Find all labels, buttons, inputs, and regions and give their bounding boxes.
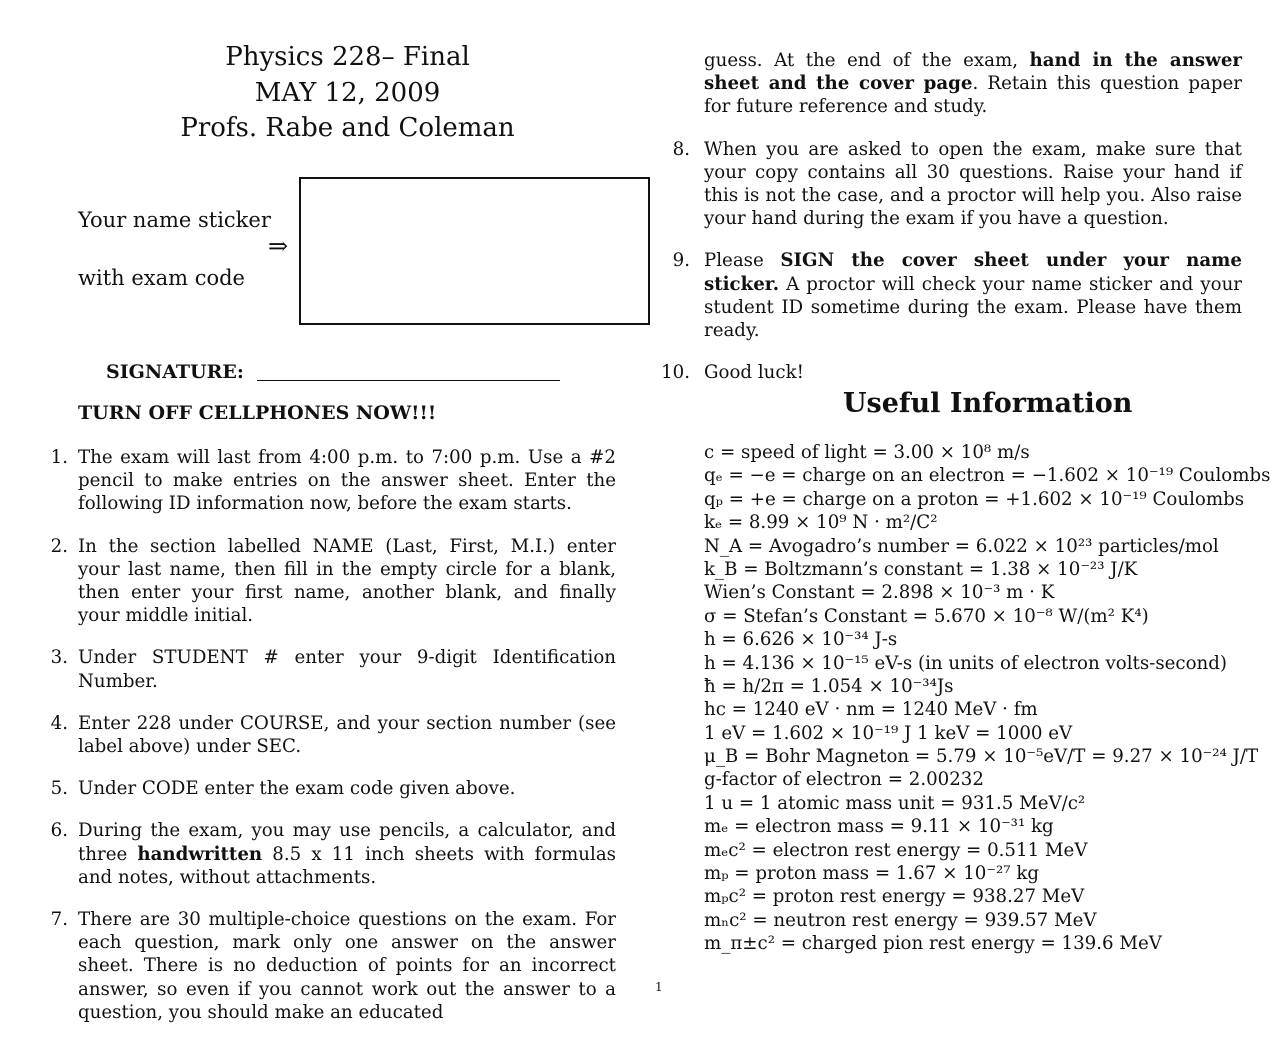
constant-row: σ = Stefan’s Constant = 5.670 × 10⁻⁸ W/(m² K⁴) [704, 605, 1149, 627]
constant-row: mₑ = electron mass = 9.11 × 10⁻³¹ kg [704, 816, 1054, 838]
instruction-item [654, 249, 1242, 342]
constant-row: mₙc² = neutron rest energy = 939.57 MeV [704, 909, 1097, 931]
constant-row: 1 eV = 1.602 × 10⁻¹⁹ J 1 keV = 1000 eV [704, 722, 1073, 744]
sticker-label-line2: with exam code [78, 266, 245, 290]
constant-row: k_B = Boltzmann’s constant = 1.38 × 10⁻²³ J/K [704, 558, 1138, 580]
constant-row: m_π±c² = charged pion rest energy = 139.6 MeV [704, 933, 1162, 955]
constants-list [704, 441, 1271, 956]
sticker-label-line1: Your name sticker [78, 208, 271, 232]
page-number: 1 [655, 980, 663, 994]
instruction-item [654, 361, 1242, 384]
instruction-item [36, 777, 616, 800]
instruction-item [36, 908, 616, 1024]
instruction-item [36, 819, 616, 889]
constant-row: qₑ = −e = charge on an electron = −1.602 × 10⁻¹⁹ Coulombs [704, 465, 1271, 487]
instructions-list-continued [654, 49, 1242, 403]
instruction-emphasis: SIGN the cover sheet under your name sticker. [704, 250, 1242, 295]
instruction-emphasis: hand in the answer sheet and the cover page [704, 50, 1242, 95]
instruction-text: Under STUDENT # enter your 9-digit Identification Number. [78, 647, 616, 692]
signature-line [257, 380, 560, 381]
constant-row: mₚc² = proton rest energy = 938.27 MeV [704, 886, 1085, 908]
instructions-list [36, 446, 616, 1043]
constant-row: μ_B = Bohr Magneton = 5.79 × 10⁻⁵eV/T = 9.27 × 10⁻²⁴ J/T [704, 746, 1259, 768]
constant-row: mₑc² = electron rest energy = 0.511 MeV [704, 839, 1088, 861]
instruction-text: In the section labelled NAME (Last, First, M.I.) enter your last name, then fill in the empty circle for a blank, then enter your first name, another blank, and finally your middle initial. [78, 535, 616, 627]
exam-title: Physics 228– Final [225, 42, 470, 72]
instruction-number: 5. [50, 778, 68, 800]
instruction-item [36, 646, 616, 692]
constant-row: N_A = Avogadro’s number = 6.022 × 10²³ particles/mol [704, 535, 1219, 557]
constant-row: kₑ = 8.99 × 10⁹ N · m²/C² [704, 512, 938, 534]
right-arrow-icon: ⇒ [268, 232, 289, 260]
constant-row: g-factor of electron = 2.00232 [704, 769, 984, 791]
instruction-emphasis: handwritten [137, 843, 263, 865]
exam-title-block [170, 40, 525, 147]
instruction-item [36, 712, 616, 758]
exam-date: MAY 12, 2009 [254, 77, 441, 108]
instruction-number: 9. [672, 250, 690, 272]
signature-label: SIGNATURE: [106, 361, 244, 383]
constant-row: Wien’s Constant = 2.898 × 10⁻³ m · K [704, 582, 1055, 604]
instruction-text: Please SIGN the cover sheet under your name sticker. A proctor will check your name sticker and your student ID sometime during the exam. Please have them ready. [704, 250, 1242, 342]
instruction-number: 4. [50, 712, 68, 734]
constant-row: qₚ = +e = charge on a proton = +1.602 × 10⁻¹⁹ Coulombs [704, 488, 1245, 510]
instruction-item [654, 138, 1242, 231]
instruction-item [36, 446, 616, 516]
instruction-text: Under CODE enter the exam code given above. [78, 778, 516, 800]
instruction-number: 8. [672, 138, 690, 160]
instruction-number: 10. [661, 362, 690, 384]
instruction-item [36, 535, 616, 628]
name-sticker-box [299, 177, 650, 325]
constant-row: c = speed of light = 3.00 × 10⁸ m/s [704, 442, 1030, 463]
instruction-text: The exam will last from 4:00 p.m. to 7:00 p.m. Use a #2 pencil to make entries on the answer sheet. Enter the following ID information now, before the exam starts. [78, 447, 616, 515]
constant-row: ħ = h/2π = 1.054 × 10⁻³⁴Js [704, 675, 954, 697]
instruction-text: Good luck! [704, 362, 804, 384]
cellphone-warning: TURN OFF CELLPHONES NOW!!! [78, 402, 437, 424]
instruction-continuation: guess. At the end of the exam, hand in the answer sheet and the cover page. Retain this question paper for future reference and study. [704, 50, 1242, 118]
useful-information-heading: Useful Information [843, 388, 1133, 419]
instruction-text: When you are asked to open the exam, make sure that your copy contains all 30 questions. Raise your hand if this is not the case, and a proctor will help you. Also raise your hand during the exam if you have a question. [704, 138, 1242, 230]
constant-row: h = 4.136 × 10⁻¹⁵ eV-s (in units of electron volts-second) [704, 652, 1228, 674]
constant-row: h = 6.626 × 10⁻³⁴ J-s [704, 629, 898, 651]
instruction-number: 7. [50, 909, 68, 931]
exam-professors: Profs. Rabe and Coleman [180, 113, 515, 143]
instruction-text: There are 30 multiple-choice questions on the exam. For each question, mark only one answer on the answer sheet. There is no deduction of points for an incorrect answer, so even if you cannot work out the answer to a question, you should make an educated [78, 909, 616, 1023]
constant-row: mₚ = proton mass = 1.67 × 10⁻²⁷ kg [704, 863, 1039, 885]
instruction-number: 1. [50, 447, 68, 468]
instruction-number: 3. [50, 647, 68, 669]
instruction-text: During the exam, you may use pencils, a calculator, and three handwritten 8.5 x 11 inch sheets with formulas and notes, without attachments. [78, 820, 616, 888]
constant-row: hc = 1240 eV · nm = 1240 MeV · fm [704, 699, 1038, 721]
constant-row: 1 u = 1 atomic mass unit = 931.5 MeV/c² [704, 792, 1086, 814]
instruction-text: Enter 228 under COURSE, and your section number (see label above) under SEC. [78, 712, 616, 758]
instruction-number: 6. [50, 820, 68, 842]
instruction-number: 2. [50, 535, 68, 557]
